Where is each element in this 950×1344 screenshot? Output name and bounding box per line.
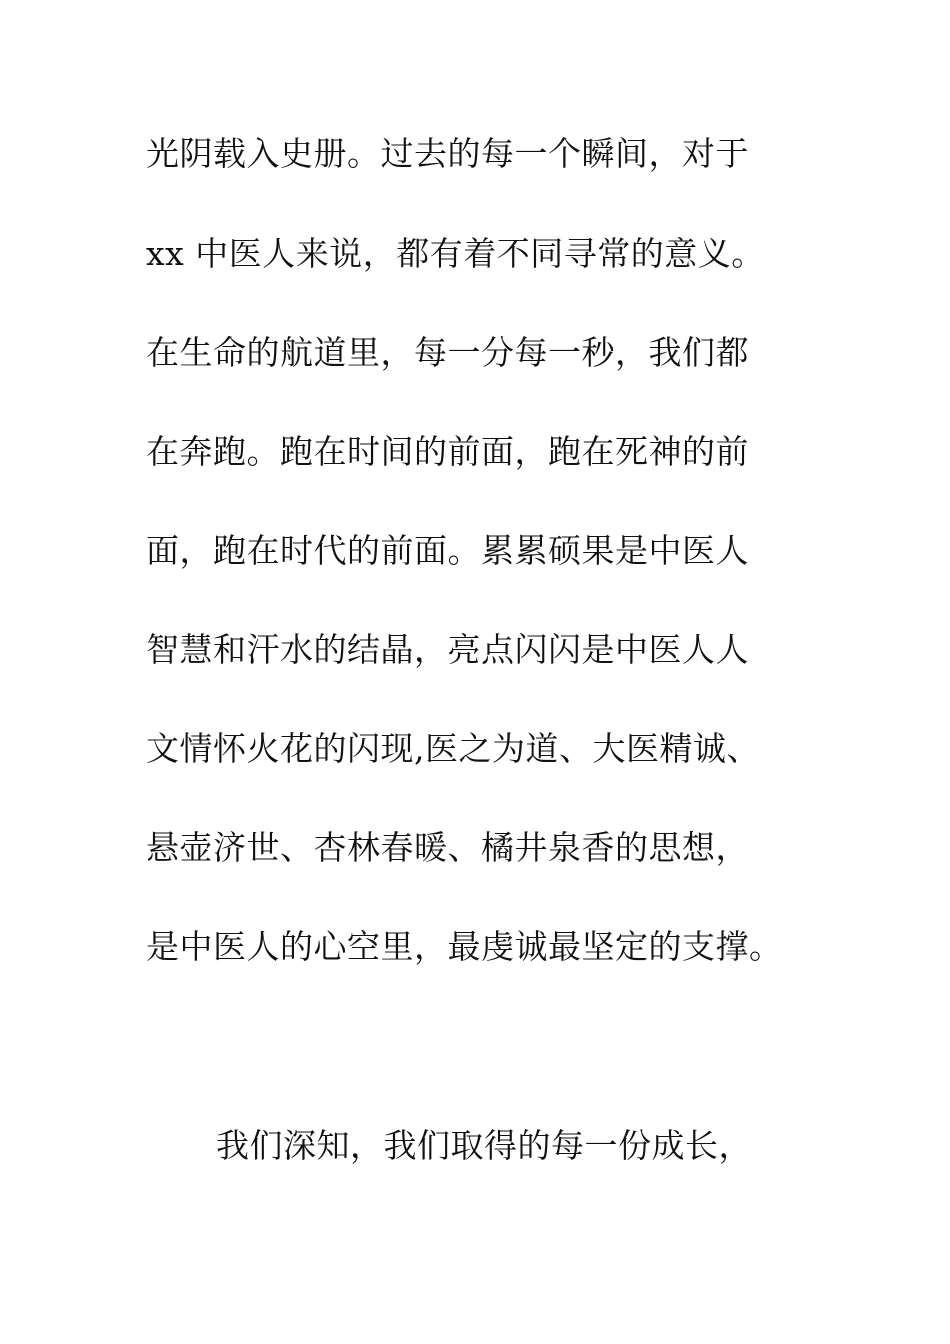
text-line-5: 面，跑在时代的前面。累累硕果是中医人 bbox=[146, 531, 749, 570]
text-line-4: 在奔跑。跑在时间的前面，跑在死神的前 bbox=[146, 432, 749, 471]
text-line-7: 文情怀火花的闪现,医之为道、大医精诚、 bbox=[146, 729, 760, 768]
paragraph-2-line-1: 我们深知，我们取得的每一份成长， bbox=[216, 1126, 752, 1165]
text-line-1: 光阴载入史册。过去的每一个瞬间，对于 bbox=[146, 134, 749, 173]
text-line-3: 在生命的航道里，每一分每一秒，我们都 bbox=[146, 333, 749, 372]
text-line-2: xx 中医人来说，都有着不同寻常的意义。 bbox=[146, 234, 765, 273]
text-line-6: 智慧和汗水的结晶，亮点闪闪是中医人人 bbox=[146, 630, 749, 669]
text-line-8: 悬壶济世、杏林春暖、橘井泉香的思想， bbox=[146, 828, 749, 867]
text-line-9: 是中医人的心空里，最虔诚最坚定的支撑。 bbox=[146, 927, 783, 966]
